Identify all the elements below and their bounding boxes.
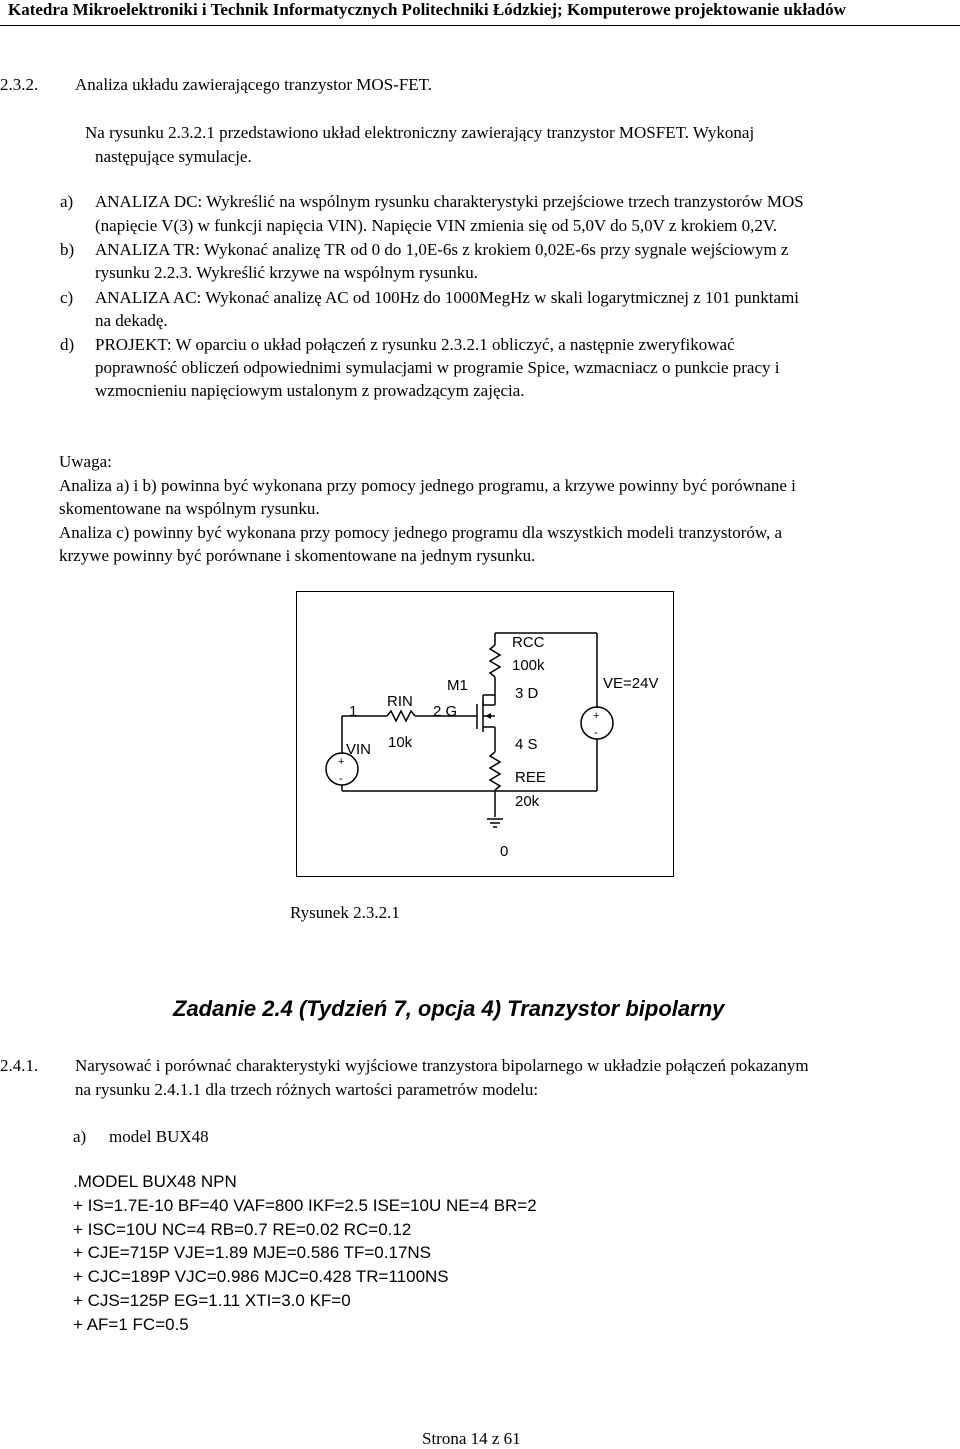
- model-line: + ISC=10U NC=4 RB=0.7 RE=0.02 RC=0.12: [73, 1220, 412, 1239]
- circuit-schematic: [297, 592, 673, 876]
- node4-label: 4 S: [515, 736, 538, 753]
- node2-label: 2 G: [433, 703, 458, 720]
- vin-label: VIN: [346, 741, 372, 758]
- note-line: skomentowane na wspólnym rysunku.: [59, 499, 320, 518]
- rin-label: RIN: [387, 693, 413, 710]
- rin-value: 10k: [388, 734, 413, 751]
- item-label: d): [60, 335, 75, 354]
- intro-line: następujące symulacje.: [95, 147, 252, 166]
- task-title: Zadanie 2.4 (Tydzień 7, opcja 4) Tranzystor bipolarny: [173, 996, 725, 1021]
- circuit-figure: [296, 591, 674, 877]
- vin-plus: +: [338, 756, 345, 768]
- item-text: PROJEKT: W oparciu o układ połączeń z rysunku 2.3.2.1 obliczyć, a następnie zweryfikować: [95, 335, 735, 354]
- header-rule: [0, 25, 960, 26]
- task-item-text: model BUX48: [109, 1127, 209, 1146]
- running-header: Katedra Mikroelektroniki i Technik Informatycznych Politechniki Łódzkiej; Komputerowe projektowanie układów: [8, 0, 846, 19]
- ree-resistor: [490, 752, 500, 790]
- task-text: Narysować i porównać charakterystyki wyjściowe tranzystora bipolarnego w układzie połączeń pokazanym: [75, 1056, 809, 1075]
- intro-line: Na rysunku 2.3.2.1 przedstawiono układ elektroniczny zawierający tranzystor MOSFET. Wykonaj: [85, 123, 755, 142]
- item-text: wzmocnieniu napięciowym ustalonym z prowadzącym zajęcia.: [95, 381, 525, 400]
- vin-minus: -: [339, 773, 343, 785]
- note-line: Analiza a) i b) powinna być wykonana przy pomocy jednego programu, a krzywe powinny być porównane i: [59, 476, 796, 495]
- ve-plus: +: [593, 710, 600, 722]
- node3-label: 3 D: [515, 685, 539, 702]
- section-heading: Analiza układu zawierającego tranzystor MOS-FET.: [75, 75, 433, 94]
- model-line: + IS=1.7E-10 BF=40 VAF=800 IKF=2.5 ISE=10U NE=4 BR=2: [73, 1196, 537, 1215]
- ve-minus: -: [594, 727, 598, 739]
- item-text: ANALIZA TR: Wykonać analizę TR od 0 do 1,0E-6s z krokiem 0,02E-6s przy sygnale wejściowym z: [95, 240, 789, 259]
- rcc-value: 100k: [512, 657, 545, 674]
- ve-label: VE=24V: [603, 675, 659, 692]
- figure-caption: Rysunek 2.3.2.1: [290, 903, 400, 922]
- rin-resistor: [387, 711, 415, 721]
- note-label: Uwaga:: [59, 452, 112, 471]
- task-item-label: a): [73, 1127, 87, 1146]
- item-label: c): [60, 288, 74, 307]
- m1-label: M1: [447, 677, 468, 694]
- item-text: ANALIZA AC: Wykonać analizę AC od 100Hz do 1000MegHz w skali logarytmicznej z 101 punktami: [95, 288, 800, 307]
- mosfet-arrow: [485, 713, 491, 719]
- item-label: a): [60, 192, 74, 211]
- model-line: .MODEL BUX48 NPN: [73, 1172, 237, 1191]
- page-number: Strona 14 z 61: [422, 1429, 521, 1448]
- model-line: + AF=1 FC=0.5: [73, 1315, 189, 1334]
- ground-node-label: 0: [500, 843, 509, 860]
- task-number: 2.4.1.: [0, 1056, 39, 1075]
- note-line: krzywe powinny być porównane i skomentowane na jednym rysunku.: [59, 546, 536, 565]
- ree-label: REE: [515, 769, 546, 786]
- section-number: 2.3.2.: [0, 75, 39, 94]
- model-line: + CJE=715P VJE=1.89 MJE=0.586 TF=0.17NS: [73, 1243, 432, 1262]
- item-text: rysunku 2.2.3. Wykreślić krzywe na wspólnym rysunku.: [95, 263, 478, 282]
- model-line: + CJC=189P VJC=0.986 MJC=0.428 TR=1100NS: [73, 1267, 449, 1286]
- task-text: na rysunku 2.4.1.1 dla trzech różnych wartości parametrów modelu:: [75, 1080, 539, 1099]
- item-text: na dekadę.: [95, 311, 168, 330]
- item-text: poprawność obliczeń odpowiednimi symulacjami w programie Spice, wzmacniacz o punkcie pracy i: [95, 358, 780, 377]
- ree-value: 20k: [515, 793, 540, 810]
- model-line: + CJS=125P EG=1.11 XTI=3.0 KF=0: [73, 1291, 351, 1310]
- rcc-label: RCC: [512, 634, 545, 651]
- rcc-resistor: [490, 645, 500, 677]
- note-line: Analiza c) powinny być wykonana przy pomocy jednego programu dla wszystkich modeli tranzystorów, a: [59, 523, 783, 542]
- item-text: ANALIZA DC: Wykreślić na wspólnym rysunku charakterystyki przejściowe trzech tranzystorów MOS: [95, 192, 804, 211]
- item-label: b): [60, 240, 75, 259]
- item-text: (napięcie V(3) w funkcji napięcia VIN). Napięcie VIN zmienia się od 5,0V do 5,0V z krokiem 0,2V.: [95, 216, 778, 235]
- node1-label: 1: [349, 703, 358, 720]
